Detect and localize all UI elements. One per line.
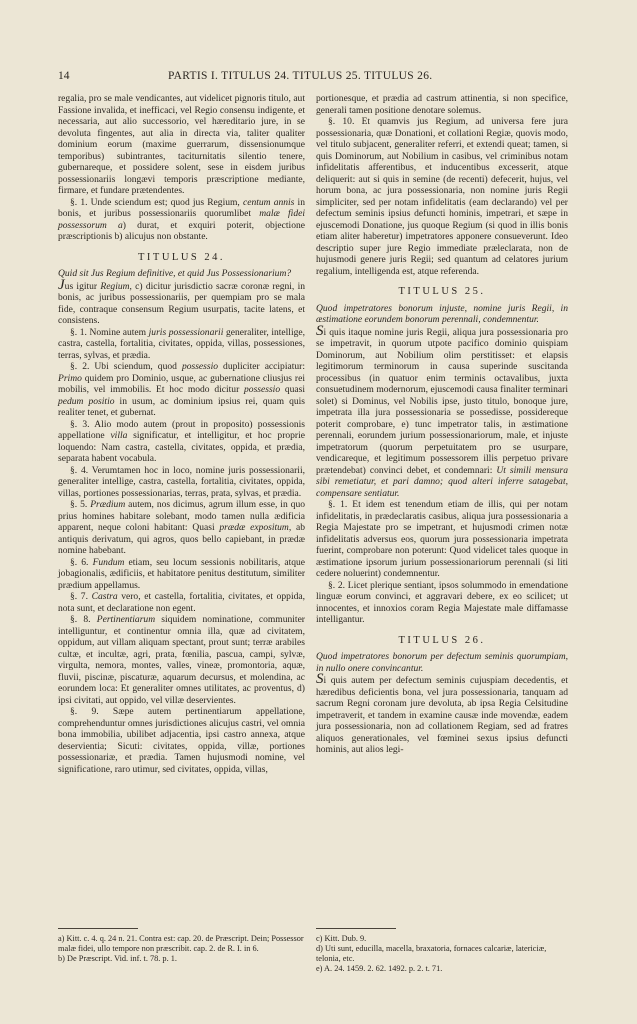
text-run: etiam, seu locum sessionis nobilitaris, atque jobagionalis, ædificiis, et habitatore penitus destitutum, similiter prædium appellamus.: [58, 556, 305, 591]
text-run: §. 7.: [70, 591, 92, 602]
text-run: Primo: [58, 372, 82, 384]
title-subheading: [58, 268, 305, 280]
text-run: §. 2. Ubi sciendum, quod: [70, 361, 182, 372]
text-run: autem, nos dicimus, agrum illum esse, in quo prius homines habitare solebant, modo tamen nulla ædificia apparent, neque coloni habitant: Quasi: [58, 499, 305, 533]
footnotes-right: [316, 934, 568, 974]
text-run: possessio: [244, 384, 281, 395]
text-run: Jus Possessionarium?: [204, 268, 292, 279]
text-run: significatur, et intelligitur, et hoc proprie loquendo: Nam castra, castella, civitates, oppida, et prædia, separata habent vocabula.: [58, 430, 305, 464]
paragraph: [58, 614, 305, 706]
text-run: dupliciter accipiatur:: [218, 361, 305, 372]
paragraph: [58, 327, 305, 362]
text-run: in bonis, et juribus possessionariis quorumlibet: [58, 196, 305, 219]
text-run: Quid sit Jus Regium: [58, 268, 138, 279]
title-subheading: Quod impetratores bonorum injuste, nomine juris Regii, in æstimatione eorundem bonorum perennali, condemnentur.: [316, 302, 568, 325]
paragraph: [316, 671, 568, 756]
footnote: e) A. 24. 1459. 2. 62. 1492. p. 2. t. 71.: [316, 964, 443, 973]
footnote-separator: [58, 928, 138, 929]
paragraph: §. 2. Licet plerique sentiant, ipsos solummodo in emendatione linguæ eorum convinci, et aggravari debere, ex eo scilicet; ut innocentes, et innoxios coram Regia Majestate male diffamasse intelligantur.: [316, 579, 568, 625]
text-run: Regium: [100, 280, 130, 292]
title-heading: TITULUS 24.: [138, 251, 225, 263]
text-run: §. 3. Alio modo autem (prout in proposito) possessionis appellatione: [58, 418, 305, 441]
text-run: §. 1. Nomine autem: [70, 326, 149, 338]
right-column: [316, 93, 568, 756]
text-run: §. 6.: [70, 556, 93, 568]
text-run: pedum positio: [58, 395, 115, 407]
text-run: possessio: [181, 361, 219, 372]
text-run: Castra: [91, 591, 118, 602]
paragraph: §. 1. Et idem est tenendum etiam de illis, qui per notam infidelitatis, in prædeclaratis casibus, aliqua jura possessionaria a Regia Majestate pro se impetrant, et hujusmodi crimen notæ infidelitatis adversus eos, quorum jura possessionaria impetrata fuerint, comprobare non poterunt: Quod videlicet tales quoque in æstimatione ipsorum jurium possessionariorum perennali (si liti cedere noluerint) condemnentur.: [316, 499, 568, 579]
text-run: Pertinentiarum: [96, 614, 156, 625]
paragraph: [58, 591, 305, 614]
paragraph: [58, 419, 305, 465]
page-number: 14: [58, 70, 70, 82]
footnote: d) Uti sunt, educilla, macella, braxatoria, fornaces calcariæ, latericiæ, telonia, etc.: [316, 944, 547, 963]
text-run: i quis itaque nomine juris Regii, aliqua jura possessionaria pro se impetravit, in quorum utpote pacifico dominio quispiam Dominorum, aut Nobilium olim perstitisset: et elapsis legitimorum terminorum in causa superinde suscitanda processibus (in quatuor enim terminis octavalibus, juxta consuetudinem modernorum, ejuscemodi causa finaliter terminari solet) si Dominus, vel Nobilis ipse, justo titulo, bonoque jure, impetrata illa jura possessionaria se possedisse, possidereque poterit comprobare, e) tunc impetrator talis, in æstimatione perennali, eorundem jurium possessionariorum, male, et injuste impetratorum (quorum perpetuitatem pro se usurpare, vendicareque, et legitimum possessorem illis perpetuo privare prætendebat) convinci debet, et condemnari:: [316, 326, 568, 476]
title-heading: TITULUS 25.: [398, 286, 486, 297]
text-run: , c) dicitur jurisdictio sacræ coronæ regni, in bonis, ac juribus possessionariis, per quempiam pro se mala fide, contraque consensum Regium usurpatis, tacite latens, et consistens.: [58, 280, 305, 326]
text-run: definitive: [137, 268, 174, 279]
text-run: Fundum: [92, 556, 125, 568]
paragraph: [58, 557, 305, 592]
footnotes-left: [58, 934, 305, 964]
text-run: i quis autem per defectum seminis cujuspiam decedentis, et hæredibus deficientis bona, vel jura possessionaria, tanquam ad sacrum Regni coronam jure devoluta, ab ipsa Regia Celsitudine impetraverit, et tandem in examine causæ inde movendæ, eadem jura possessionaria, non ad collationem Regiam, sed ad fratres aliquos generationales, vel fœminei sexus ipsius defuncti hominis, aut alios legi-: [316, 675, 568, 755]
text-run: §. 5.: [70, 499, 91, 510]
title-heading: TITULUS 26.: [398, 634, 486, 646]
text-run: §. 1. Unde sciendum est; quod jus Regium,: [70, 196, 243, 208]
text-run: prædæ expositum: [219, 522, 289, 533]
text-run: vero, et castella, fortalitia, civitates, et oppida, nota sunt, et declaratione non egent.: [58, 591, 306, 614]
paragraph: regalia, pro se male vendicantes, aut videlicet pignoris titulo, aut Fassione invalida, et inefficaci, vel Regio consensu indigente, et necessaria, aut alio successorio, vel hæreditario jure, in se devoluta fingentes, aut alia in directa via, taliter qualiter dominium eorum (maxime guerrarum, dissensionumque temporibus) subintrantes, taciturnitatis silentio tenere, gubernareque, et possidere solent, sese in eisdem juribus possessionariis longævi temporis præscriptione mediante, firmare, et fundare prætendentes.: [58, 93, 305, 196]
text-run: juris possessionarii: [148, 326, 224, 338]
running-header: [58, 70, 598, 88]
text-run: Ut simili mensura sibi remetiatur, et pari damno; quod alteri inferre satagebat, compensare sentiatur.: [316, 464, 568, 499]
footnote-separator: [316, 928, 396, 929]
text-run: quidem pro Dominio, usque, ac gubernatione cliusjus rei mobilis, vel immobilis. Et hoc modo dicitur: [58, 372, 305, 395]
paragraph: [316, 322, 568, 500]
text-run: siquidem nominatione, communiter intelliguntur, et continentur omnia illa, quæ ad civitatem, oppidum, aut villam aliquam spectant, prout sunt; terræ arabiles cultæ, et incultæ, agri, prata, fœnilia, pascua, campi, sylvæ, virgulta, nemora, montes, valles, vineæ, promontoria, aquæ, fluvii, piscinæ, piscaturæ, aquarum decursus, et molendina, ac eorundem loca: Et generaliter omnes utilitates, ac proventus, d) ipsi civitati, aut oppido, vel villæ deservientes.: [58, 614, 305, 706]
text-run: , et: [173, 268, 188, 279]
text-run: quid: [187, 268, 205, 279]
paragraph: §. 4. Verumtamen hoc in loco, nomine juris possessionarii, generaliter intellige, castra, castella, fortalitia, civitates, oppida, villas, portiones possessionarias, terras, prata, sylvas, et prædia.: [58, 464, 305, 499]
text-run: Prædium: [90, 499, 126, 510]
title-subheading: Quod impetratores bonorum per defectum seminis quorumpiam, in nullo onere convincantur.: [316, 651, 568, 674]
initial-letter: J: [58, 276, 65, 293]
paragraph: portionesque, et prædia ad castrum attinentia, si non specifice, generali tamen positione denotare solemus.: [316, 93, 568, 116]
text-run: villa: [110, 430, 128, 441]
text-run: , ab antiquis derivatum, qui agros, quos bello capiebant, in prædæ nomine habebant.: [58, 522, 305, 556]
initial-letter: S: [316, 322, 324, 339]
footnote: a) Kitt. c. 4. q. 24 n. 21. Contra est: cap. 20. de Præscript. Dein; Possessor malæ fidei, ullo tempore non præscribit. cap. 2. de R. I. in 6.: [58, 934, 304, 953]
text-run: ) durat, et exquiri poterit, objectione præscriptionis b) alicujus non obstante.: [58, 219, 305, 242]
paragraph: §. 9. Sæpe autem pertinentiarum appellatione, comprehenduntur omnes jurisdictiones alicujus castri, vel omnia bona immobilia, ubilibet adjacentia, ipsi castro annexa, atque deservientia; Sicuti: civitates, oppida, villæ, portiones possessionariæ, et prædia. Tamen hujusmodi nomine, vel significatione, raro utimur, sed civitates, oppida, villas,: [58, 706, 305, 775]
text-run: in usum, ac dominium ipsius rei, quam quis realiter tenet, et gubernat.: [58, 395, 305, 418]
running-title: PARTIS I. TITULUS 24. TITULUS 25. TITULUS 26.: [168, 70, 433, 82]
paragraph: [58, 276, 305, 327]
text-run: us igitur: [64, 280, 101, 292]
footnote: c) Kitt. Dub. 9.: [316, 934, 367, 943]
paragraph: [58, 499, 305, 557]
text-run: quasi: [280, 384, 305, 395]
text-run: generaliter, intellige, castra, castella, fortalitia, civitates, oppida, villas, possessiones, terras, sylvas, et prædia.: [58, 326, 305, 361]
text-run: centum annis: [242, 196, 295, 208]
paragraph: [58, 197, 305, 243]
initial-letter: S: [316, 671, 324, 687]
paragraph: §. 10. Et quamvis jus Regium, ad universa fere jura possessionaria, quæ Donationi, et collationi Regiæ, quovis modo, vel titulo subjacent, generaliter referri, et extendi queat; tamen, si quis Dominorum, aut Nobilium in casibus, vel criminibus notam infidelitatis afferentibus, et inducentibus excesserit, atque deliquerit: aut si quis in semine (de recenti) defecerit, hujus, vel horum bona, ac jura possessionaria, non nomine juris Regii simpliciter, sed per notam infidelitatis (eam declarando) vel per defectum seminis ipsius defuncti hominis, impetrari, et sæpe in ejuscemodi Donatione, jus quoque Regium (si quod in illis bonis etiam aliter haberetur) impetratores apponere consueverunt. Ideo descriptio super jure Regio immediate præleclarata, non de hujusmodi genere juris Regii; sed quantum ad celatores jurium regalium, intelligenda est, atque referenda.: [316, 116, 568, 277]
footnote: b) De Præscript. Vid. inf. t. 78. p. 1.: [58, 954, 177, 963]
text-run: §. 8.: [70, 614, 97, 625]
left-column: [58, 93, 305, 775]
paragraph: [58, 361, 305, 419]
text-run: malæ fidei possessorum a: [58, 208, 305, 231]
